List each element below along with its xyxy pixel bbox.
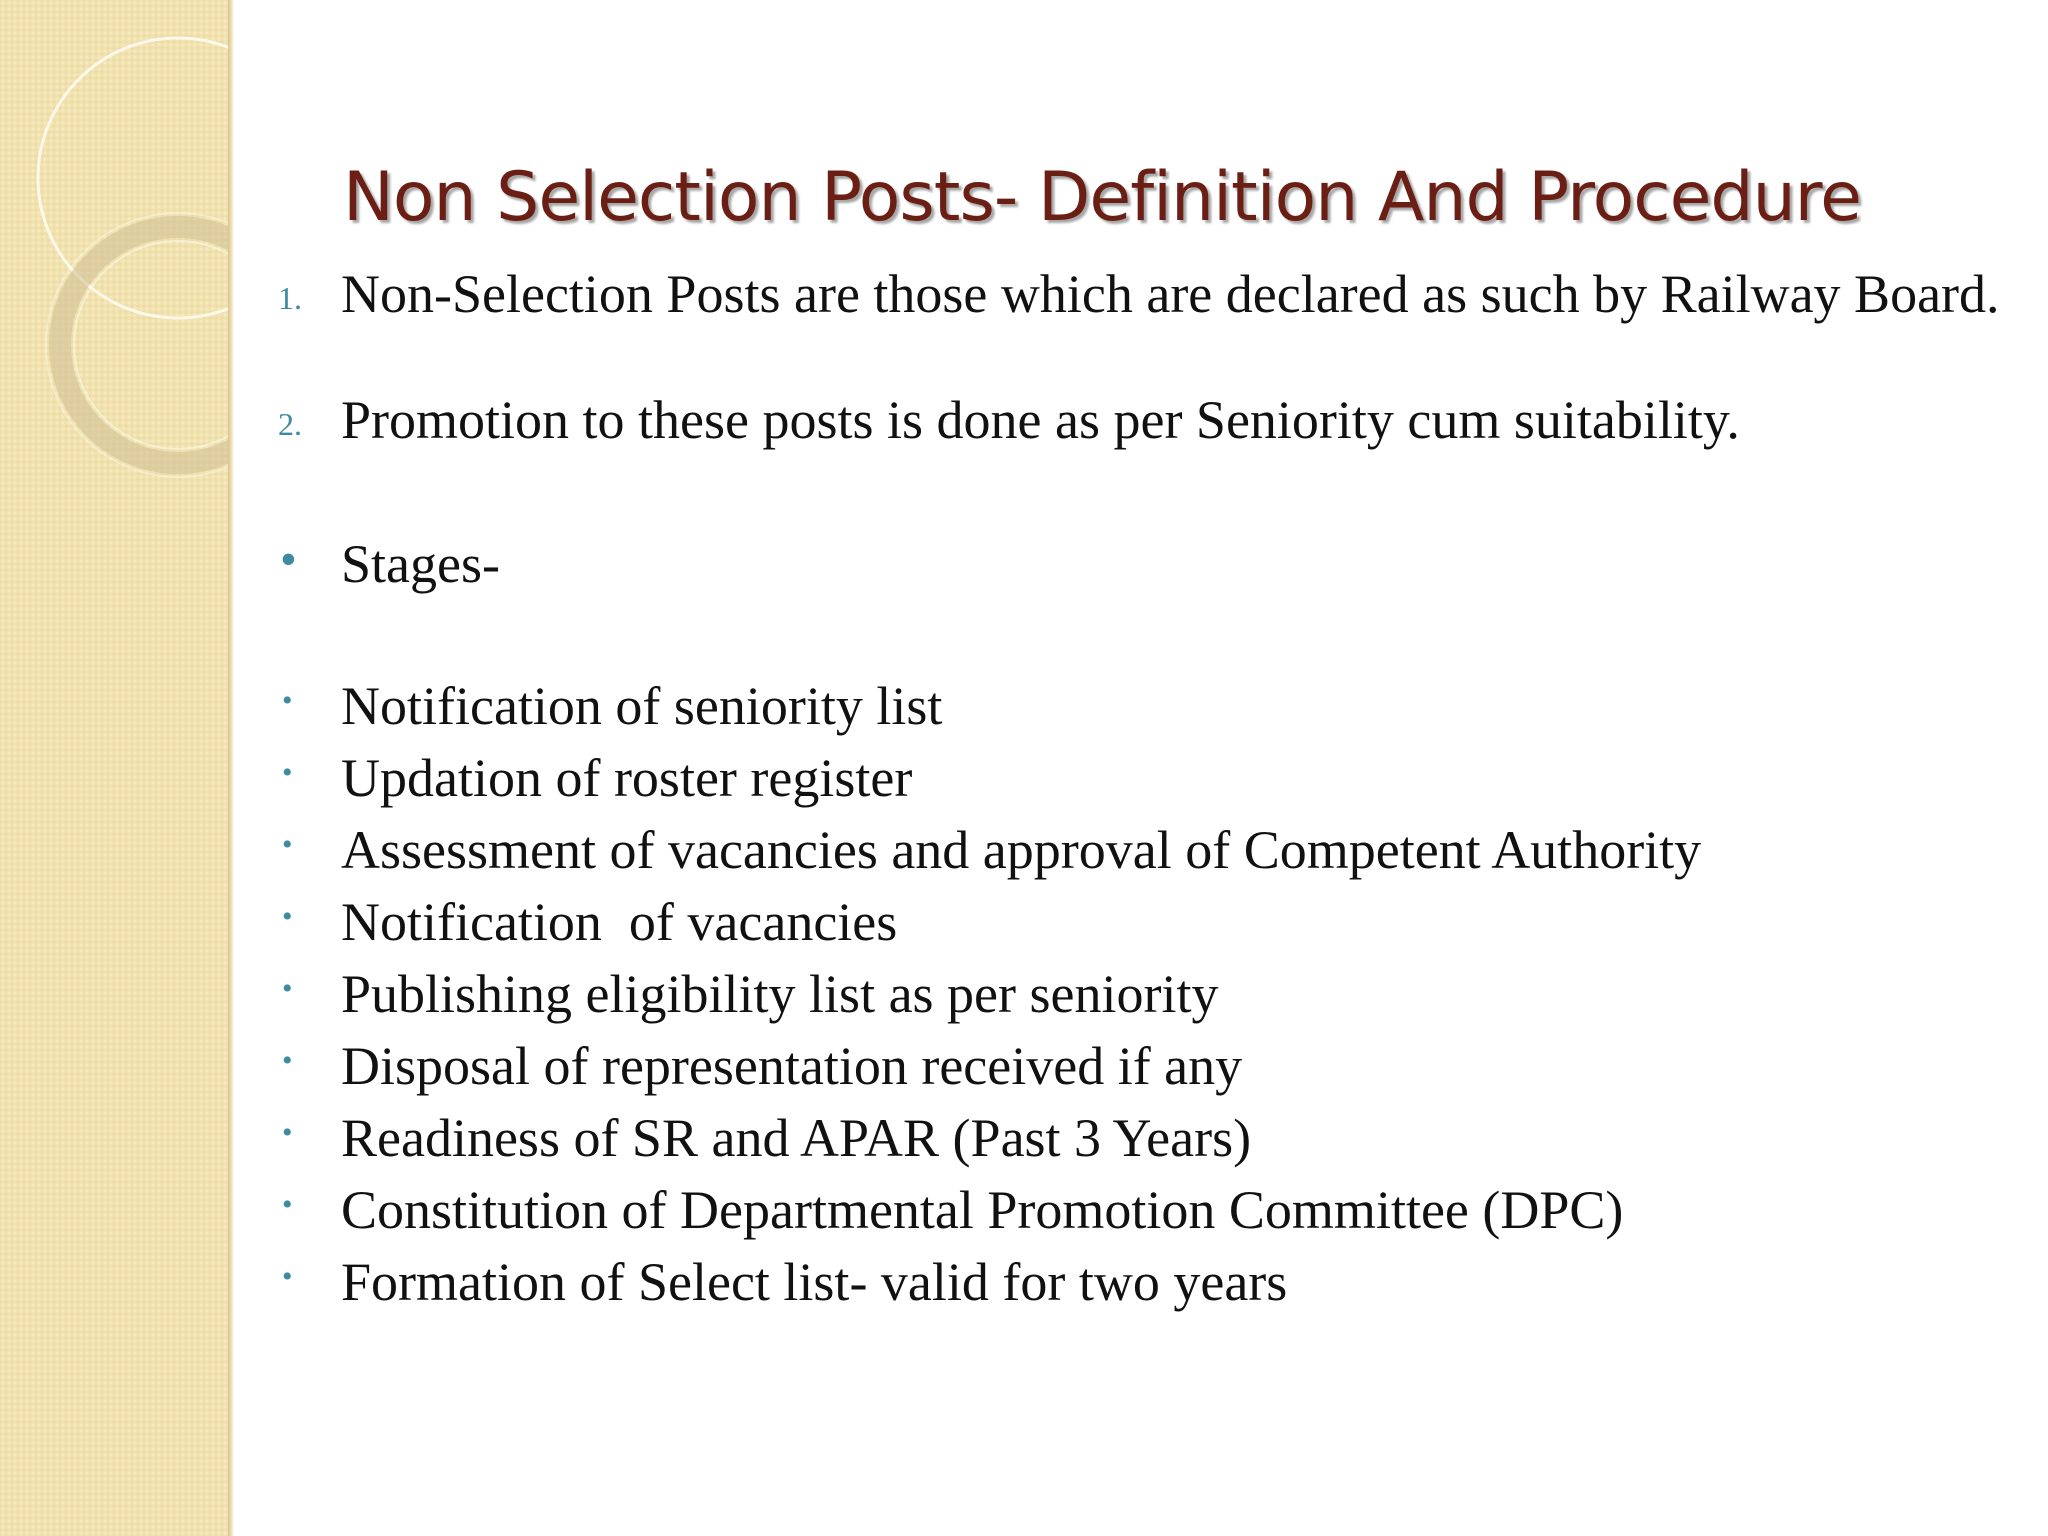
stages-heading-text: Stages- bbox=[341, 534, 500, 594]
stage-item bbox=[270, 750, 2010, 806]
stage-text: Formation of Select list- valid for two years bbox=[341, 1252, 1288, 1312]
stage-item bbox=[270, 1038, 2010, 1094]
stage-item bbox=[270, 1110, 2010, 1166]
stage-text: Assessment of vacancies and approval of Competent Authority bbox=[341, 820, 1702, 880]
stage-text: Updation of roster register bbox=[341, 748, 913, 808]
bullet-icon: • bbox=[282, 972, 293, 1005]
bullet-icon: • bbox=[282, 1044, 293, 1077]
slide-title: Non Selection Posts- Definition And Procedure bbox=[343, 158, 1861, 237]
bullet-icon: • bbox=[282, 1116, 293, 1149]
stage-item bbox=[270, 1254, 2010, 1310]
decorative-rings bbox=[0, 0, 228, 1536]
stage-item bbox=[270, 1182, 2010, 1238]
bullet-icon: • bbox=[280, 533, 297, 586]
point-text: Non-Selection Posts are those which are declared as such by Railway Board. bbox=[341, 264, 2000, 324]
bullet-icon: • bbox=[282, 900, 293, 933]
decorative-side-band bbox=[0, 0, 228, 1536]
thick-ring bbox=[60, 227, 228, 463]
bullet-icon: • bbox=[282, 828, 293, 861]
stages-heading bbox=[270, 533, 2010, 594]
stage-text: Readiness of SR and APAR (Past 3 Years) bbox=[341, 1108, 1252, 1168]
stage-item bbox=[270, 678, 2010, 734]
number-marker: 2. bbox=[278, 406, 302, 442]
bullet-icon: • bbox=[282, 684, 293, 717]
stage-item bbox=[270, 894, 2010, 950]
bullet-icon: • bbox=[282, 1260, 293, 1293]
point-text: Promotion to these posts is done as per Seniority cum suitability. bbox=[341, 390, 1740, 450]
stage-text: Publishing eligibility list as per seniority bbox=[341, 964, 1219, 1024]
stage-text: Disposal of representation received if any bbox=[341, 1036, 1243, 1096]
bullet-icon: • bbox=[282, 756, 293, 789]
numbered-point-1 bbox=[270, 266, 2010, 322]
stage-text: Notification of seniority list bbox=[341, 676, 943, 736]
bullet-icon: • bbox=[282, 1188, 293, 1221]
numbered-point-2 bbox=[270, 392, 2010, 448]
number-marker: 1. bbox=[278, 280, 302, 316]
stage-text: Constitution of Departmental Promotion Committee (DPC) bbox=[341, 1180, 1624, 1240]
stage-text: Notification of vacancies bbox=[341, 892, 898, 952]
stage-item bbox=[270, 822, 2010, 878]
side-band-edge bbox=[228, 0, 234, 1536]
stage-item bbox=[270, 966, 2010, 1022]
